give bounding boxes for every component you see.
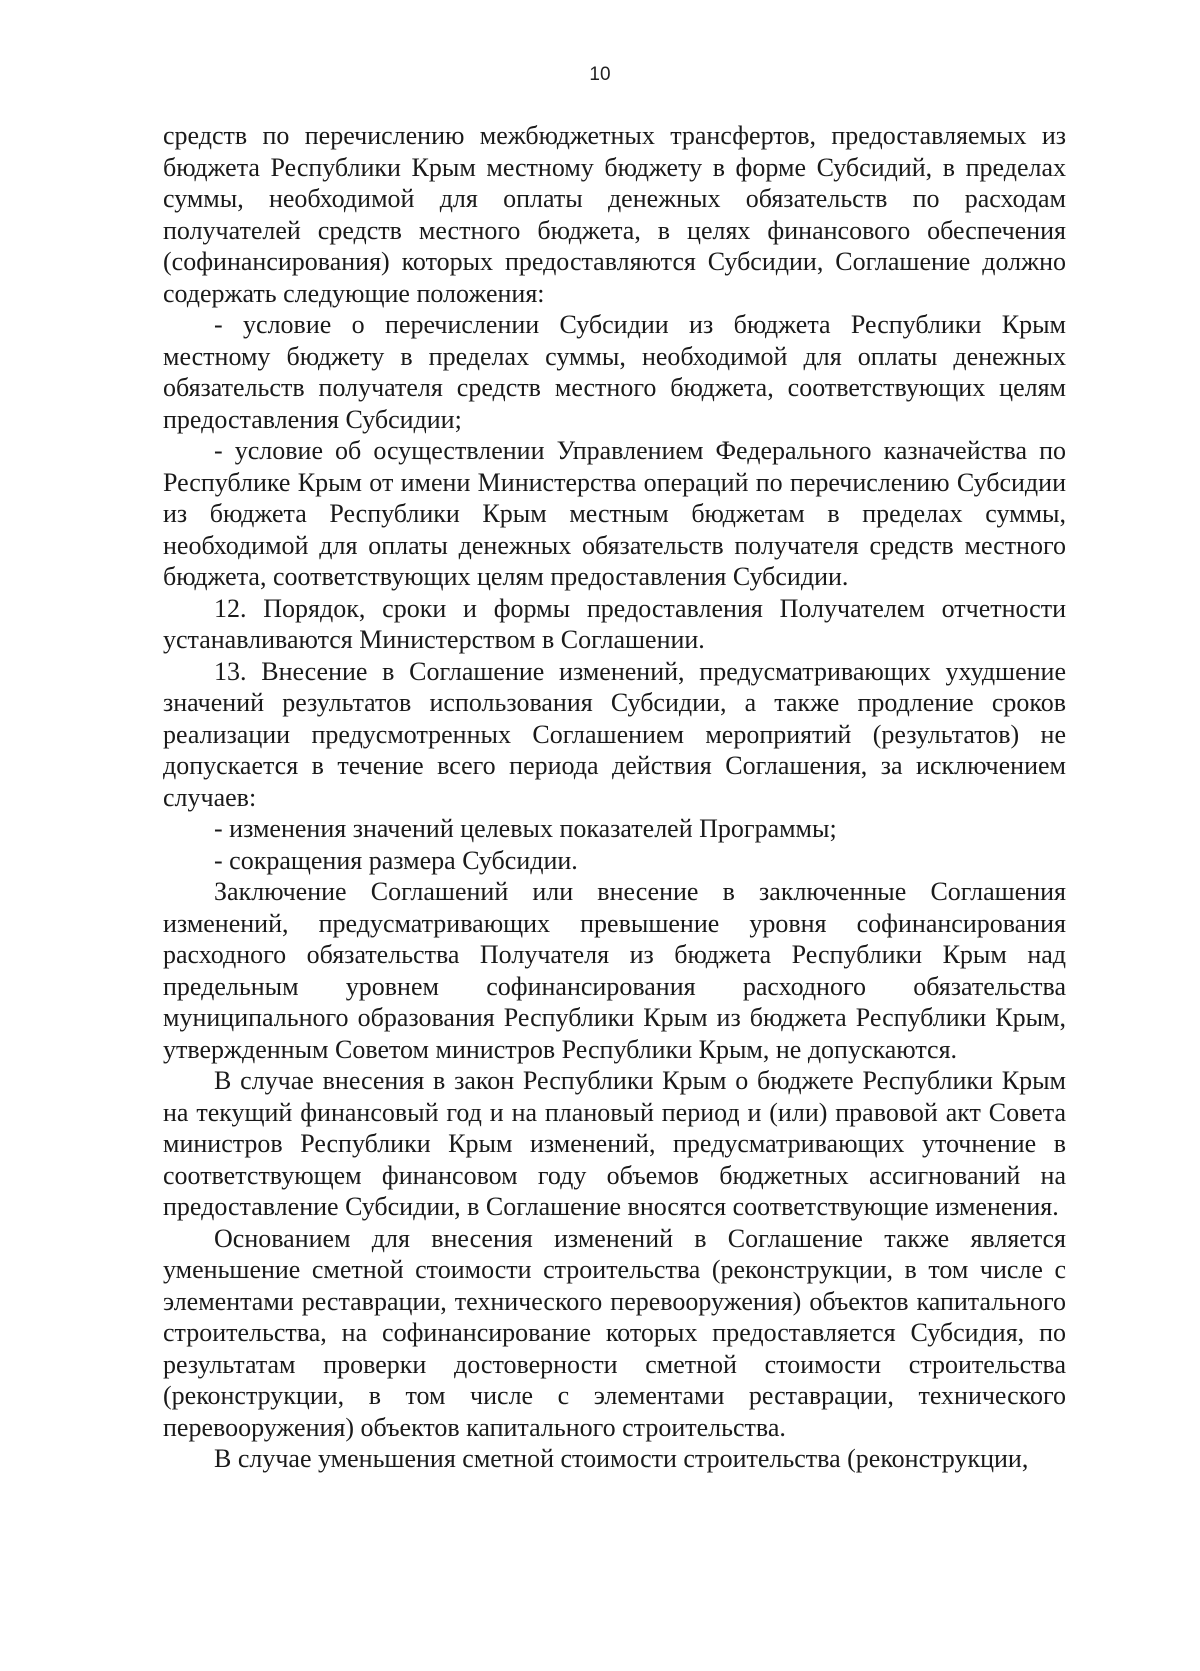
paragraph-continuation: средств по перечислению межбюджетных трансфертов, предоставляемых из бюджета Республики Крым местному бюджету в форме Субсидий, в пределах суммы, необходимой для оплаты денежных обязательств по расходам получателей средств местного бюджета, в целях финансового обеспечения (софинансирования) которых предоставляются Субсидии, Соглашение должно содержать следующие положения: — [163, 121, 1066, 308]
paragraph-budget-law-changes: В случае внесения в закон Республики Крым о бюджете Республики Крым на текущий финансовый год и на плановый период и (или) правовой акт Совета министров Республики Крым изменений, предусматривающих уточнение в соответствующем финансовом году объемов бюджетных ассигнований на предоставление Субсидии, в Соглашение вносятся соответствующие изменения. — [163, 1066, 1066, 1221]
paragraph-estimate-reduction-case: В случае уменьшения сметной стоимости строительства (реконструкции, — [214, 1444, 1029, 1473]
paragraph-condition-transfer: - условие о перечислении Субсидии из бюджета Республики Крым местному бюджету в пределах суммы, необходимой для оплаты денежных обязательств получателя средств местного бюджета, соответствующих целям предоставления Субсидии; — [163, 310, 1066, 434]
paragraph-condition-treasury: - условие об осуществлении Управлением Федерального казначейства по Республике Крым от имени Министерства операций по перечислению Субсидии из бюджета Республики Крым местным бюджетам в пределах суммы, необходимой для оплаты денежных обязательств получателя средств местного бюджета, соответствующих целям предоставления Субсидии. — [163, 436, 1066, 591]
document-body — [163, 120, 1066, 1475]
paragraph-exception-targets: - изменения значений целевых показателей Программы; — [214, 814, 837, 843]
page-number: 10 — [589, 64, 611, 85]
paragraph-item-13: 13. Внесение в Соглашение изменений, предусматривающих ухудшение значений результатов использования Субсидии, а также продление сроков реализации предусмотренных Соглашением мероприятий (результатов) не допускается в течение всего периода действия Соглашения, за исключением случаев: — [163, 656, 1066, 812]
paragraph-estimate-reduction-basis: Основанием для внесения изменений в Соглашение также является уменьшение сметной стоимости строительства (реконструкции, в том числе с элементами реставрации, технического перевооружения) объектов капитального строительства, на софинансирование которых предоставляется Субсидия, по результатам проверки достоверности сметной стоимости строительства (реконструкции, в том числе с элементами реставрации, технического перевооружения) объектов капитального строительства. — [163, 1223, 1066, 1442]
paragraph-cofinancing-limit: Заключение Соглашений или внесение в заключенные Соглашения изменений, предусматривающих превышение уровня софинансирования расходного обязательства Получателя из бюджета Республики Крым над предельным уровнем софинансирования расходного обязательства муниципального образования Республики Крым из бюджета Республики Крым, утвержденным Советом министров Республики Крым, не допускаются. — [163, 877, 1066, 1064]
paragraph-item-12: 12. Порядок, сроки и формы предоставления Получателем отчетности устанавливаются Министерством в Соглашении. — [163, 593, 1066, 654]
paragraph-exception-reduction: - сокращения размера Субсидии. — [214, 845, 578, 875]
